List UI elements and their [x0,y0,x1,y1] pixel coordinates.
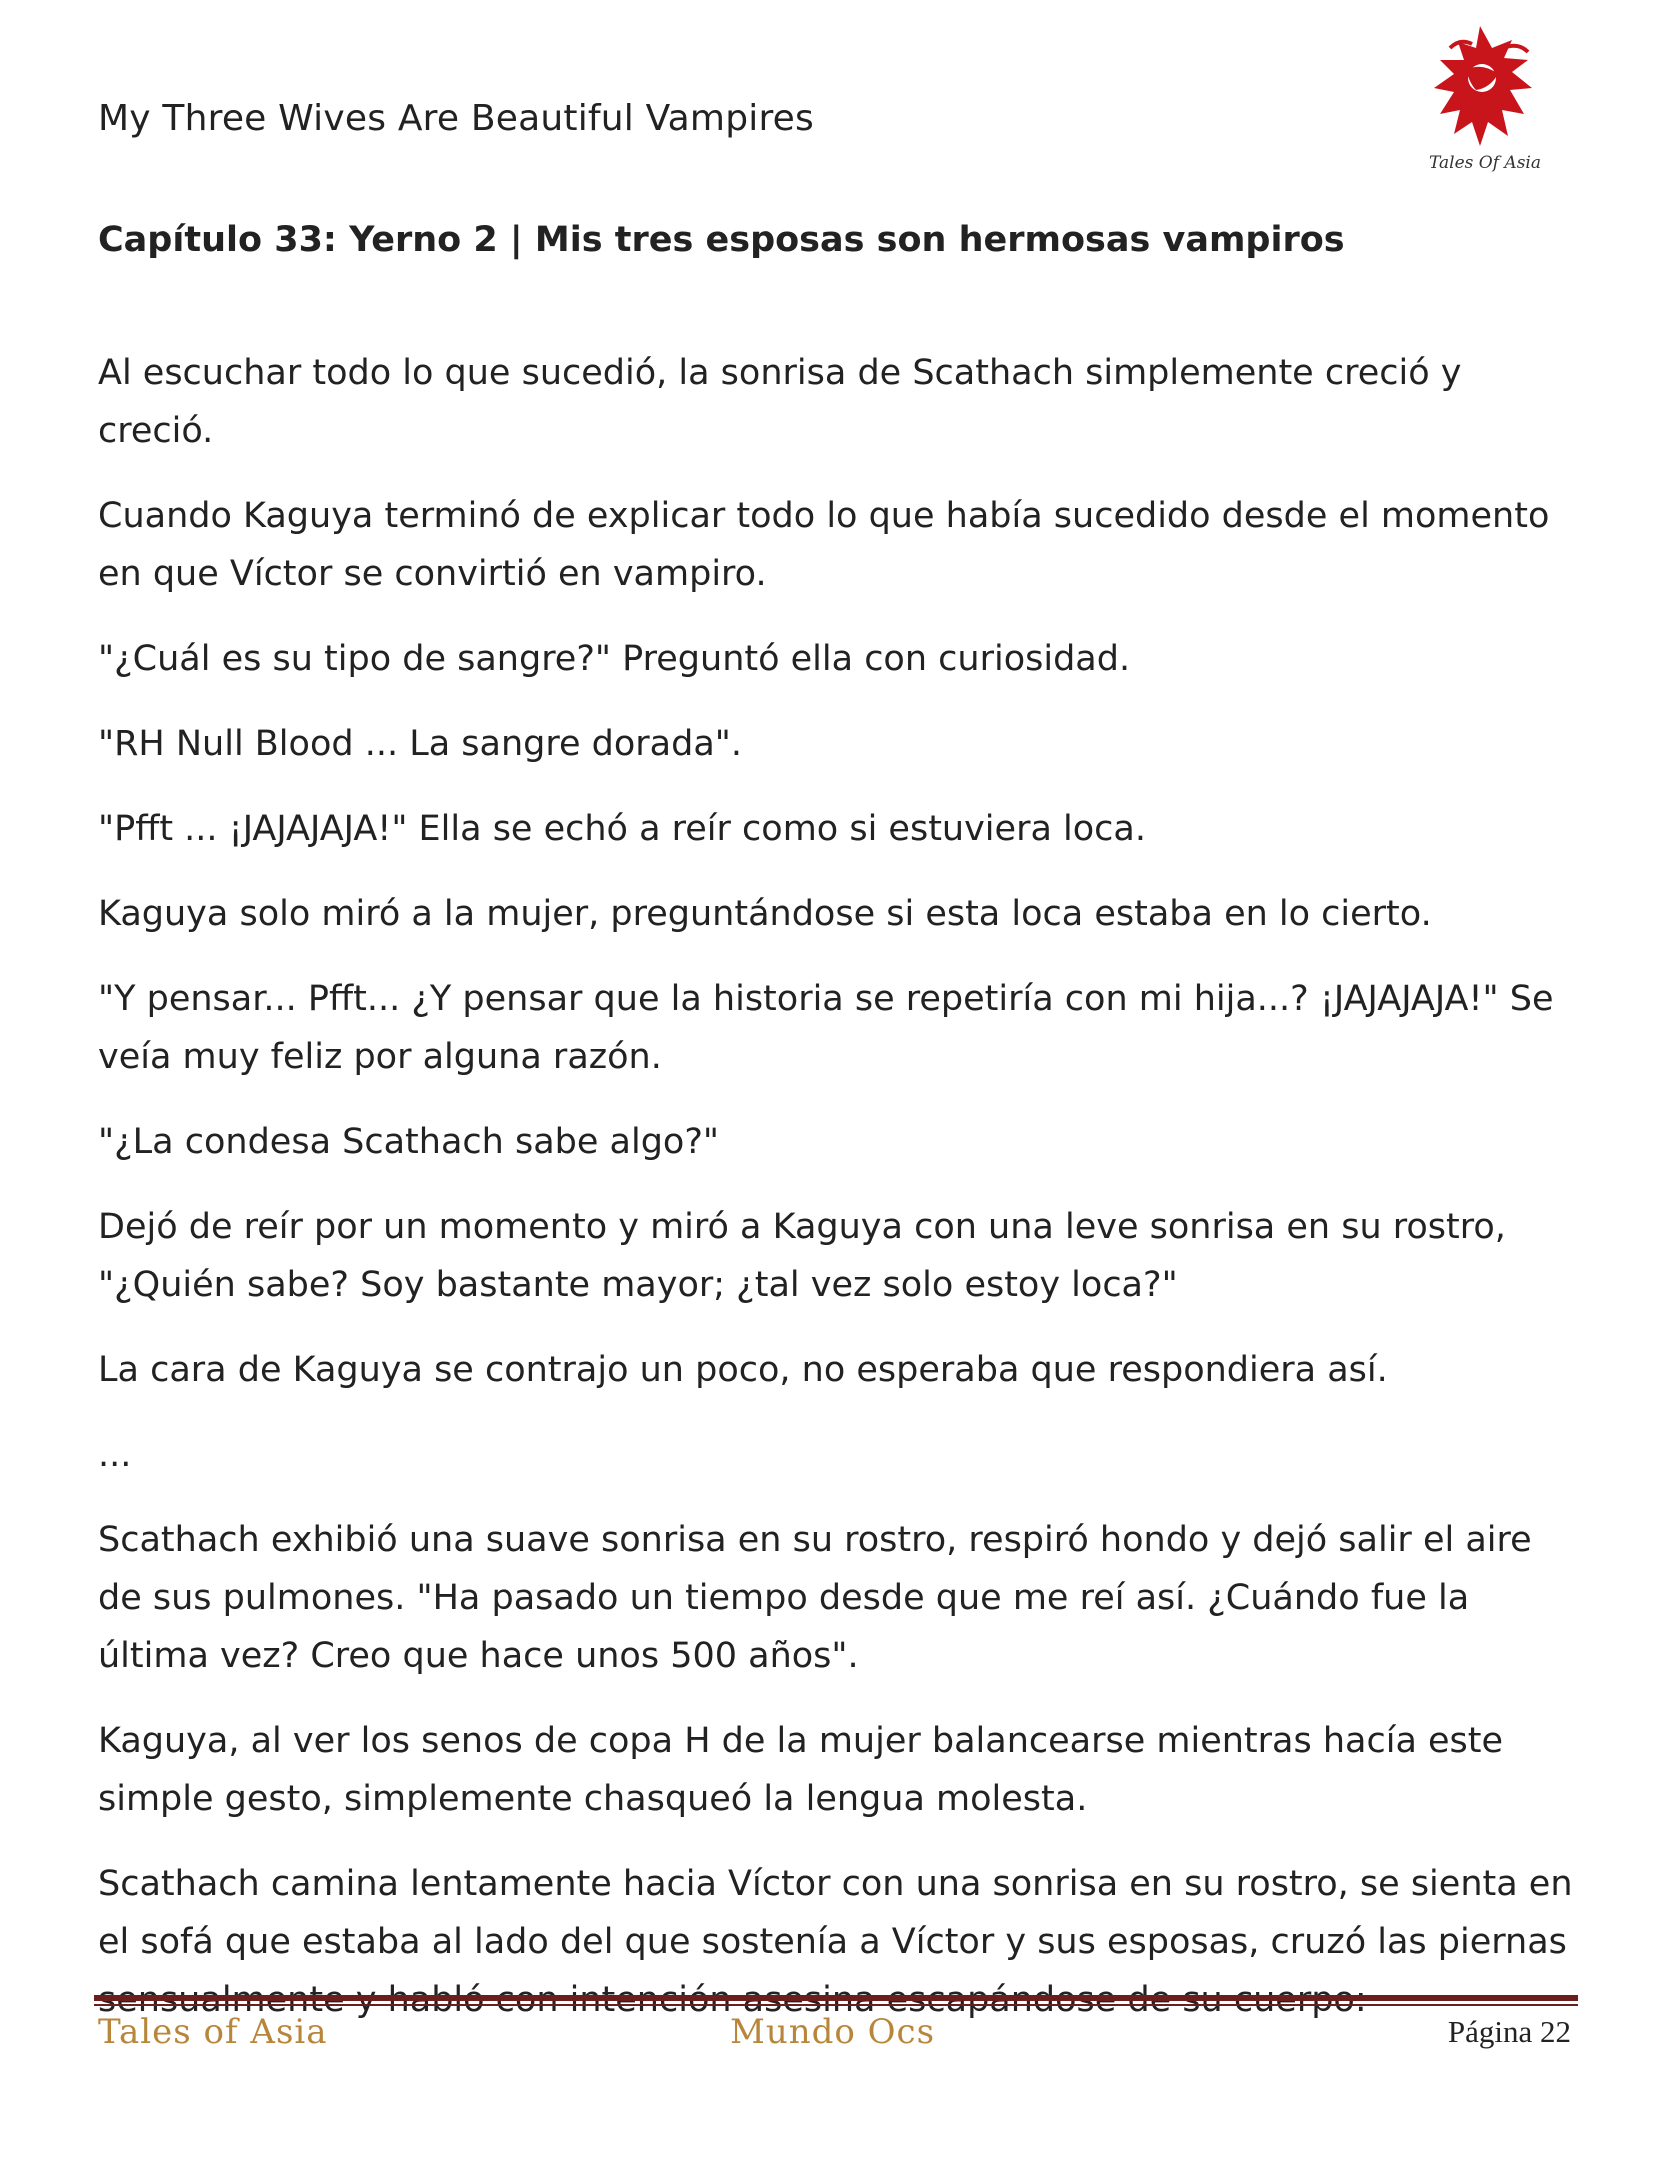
scene-break: ... [98,1435,132,1475]
publisher-logo [1420,18,1550,178]
paragraph: "¿La condesa Scathach sabe algo?" [98,1122,719,1162]
paragraph: Scathach exhibió una suave sonrisa en su rostro, respiró hondo y dejó salir el aire de sus pulmones. "Ha pasado un tiempo desde que me reí así. ¿Cuándo fue la última vez? Creo que hace unos 500 años". [98,1520,1532,1676]
paragraph: Dejó de reír por un momento y miró a Kaguya con una leve sonrisa en su rostro, "¿Quién sabe? Soy bastante mayor; ¿tal vez solo estoy loca?" [98,1207,1506,1305]
paragraph: Al escuchar todo lo que sucedió, la sonrisa de Scathach simplemente creció y creció. [98,353,1462,451]
paragraph: "Y pensar... Pfft... ¿Y pensar que la historia se repetiría con mi hija...? ¡JAJAJAJA!" Se veía muy feliz por alguna razón. [98,979,1554,1077]
paragraph: "¿Cuál es su tipo de sangre?" Preguntó ella con curiosidad. [98,639,1131,679]
paragraph: La cara de Kaguya se contrajo un poco, no esperaba que respondiera así. [98,1350,1388,1390]
footer-brand-left: Tales of Asia [98,2012,328,2052]
paragraph: Kaguya, al ver los senos de copa H de la mujer balancearse mientras hacía este simple gesto, simplemente chasqueó la lengua molesta. [98,1721,1504,1819]
paragraph: "RH Null Blood ... La sangre dorada". [98,724,742,764]
paragraph: Kaguya solo miró a la mujer, preguntándose si esta loca estaba en lo cierto. [98,894,1432,934]
paragraph: "Pfft ... ¡JAJAJAJA!" Ella se echó a reír como si estuviera loca. [98,809,1146,849]
paragraph: Scathach camina lentamente hacia Víctor con una sonrisa en su rostro, se sienta en el sofá que estaba al lado del que sostenía a Víctor y sus esposas, cruzó las piernas [98,1864,1573,1962]
footer-brand-center: Mundo Ocs [730,2012,936,2052]
page-number: Página 22 [1447,2014,1571,2049]
footer-divider-thin [94,2004,1578,2006]
book-title: My Three Wives Are Beautiful Vampires [98,98,814,139]
paragraph: Cuando Kaguya terminó de explicar todo lo que había sucedido desde el momento en que Víctor se convirtió en vampiro. [98,496,1550,594]
logo-text: Tales Of Asia [1429,153,1541,173]
chapter-body [98,344,1578,2056]
chapter-title: Capítulo 33: Yerno 2 | Mis tres esposas son hermosas vampiros [98,220,1345,260]
red-dragon-icon [1420,18,1550,178]
footer-divider [94,1995,1578,2001]
